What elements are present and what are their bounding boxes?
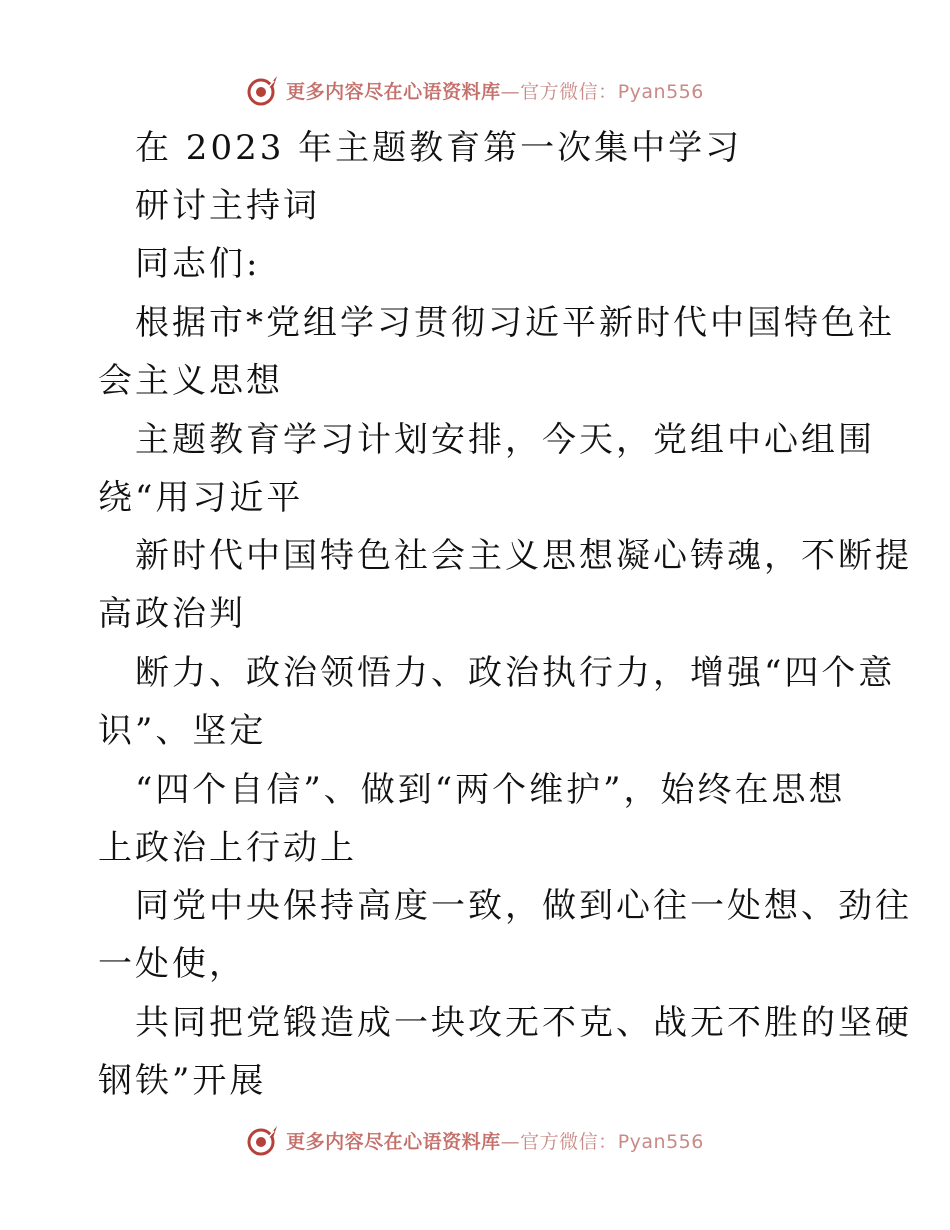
paragraph-line: 一处使，	[98, 944, 246, 984]
watermark-brand: 更多内容尽在心语资料库	[286, 80, 501, 103]
watermark-wechat-id: Pyan556	[617, 80, 704, 103]
watermark-brand: 更多内容尽在心语资料库	[286, 1130, 501, 1153]
paragraph-line: 绕“用习近平	[98, 478, 304, 518]
watermark-text	[286, 1127, 704, 1154]
quill-logo-icon	[246, 1123, 280, 1157]
header-watermark	[0, 70, 950, 110]
paragraph-line: 共同把党锻造成一块攻无不克、战无不胜的坚硬	[135, 1003, 912, 1043]
watermark-separator: —	[500, 1130, 521, 1153]
paragraph-line: 会主义思想	[98, 361, 283, 401]
footer-watermark	[0, 1120, 950, 1160]
paragraph-line: 识”、坚定	[98, 711, 267, 751]
paragraph-line: 钢铁”开展	[98, 1061, 267, 1101]
paragraph-line: 主题教育学习计划安排，今天，党组中心组围	[135, 420, 875, 460]
paragraph-line: 同党中央保持高度一致，做到心往一处想、劲往	[135, 886, 912, 926]
watermark-wechat-id: Pyan556	[617, 1130, 704, 1153]
title-line-1: 在 2023 年主题教育第一次集中学习	[135, 128, 743, 168]
watermark-label: 官方微信：	[520, 80, 618, 103]
paragraph-line: 新时代中国特色社会主义思想凝心铸魂，不断提	[135, 536, 912, 576]
watermark-label: 官方微信：	[520, 1130, 618, 1153]
paragraph-line: 断力、政治领悟力、政治执行力，增强“四个意	[135, 653, 896, 693]
watermark-text	[286, 77, 704, 104]
greeting: 同志们:	[135, 244, 261, 284]
paragraph-line: 上政治上行动上	[98, 828, 357, 868]
watermark-separator: —	[500, 80, 521, 103]
paragraph-line: 根据市*党组学习贯彻习近平新时代中国特色社	[135, 303, 895, 343]
title-line-2: 研讨主持词	[135, 186, 320, 226]
quill-logo-icon	[246, 73, 280, 107]
paragraph-line: 高政治判	[98, 594, 246, 634]
paragraph-line: “四个自信”、做到“两个维护”，始终在思想	[135, 770, 846, 810]
